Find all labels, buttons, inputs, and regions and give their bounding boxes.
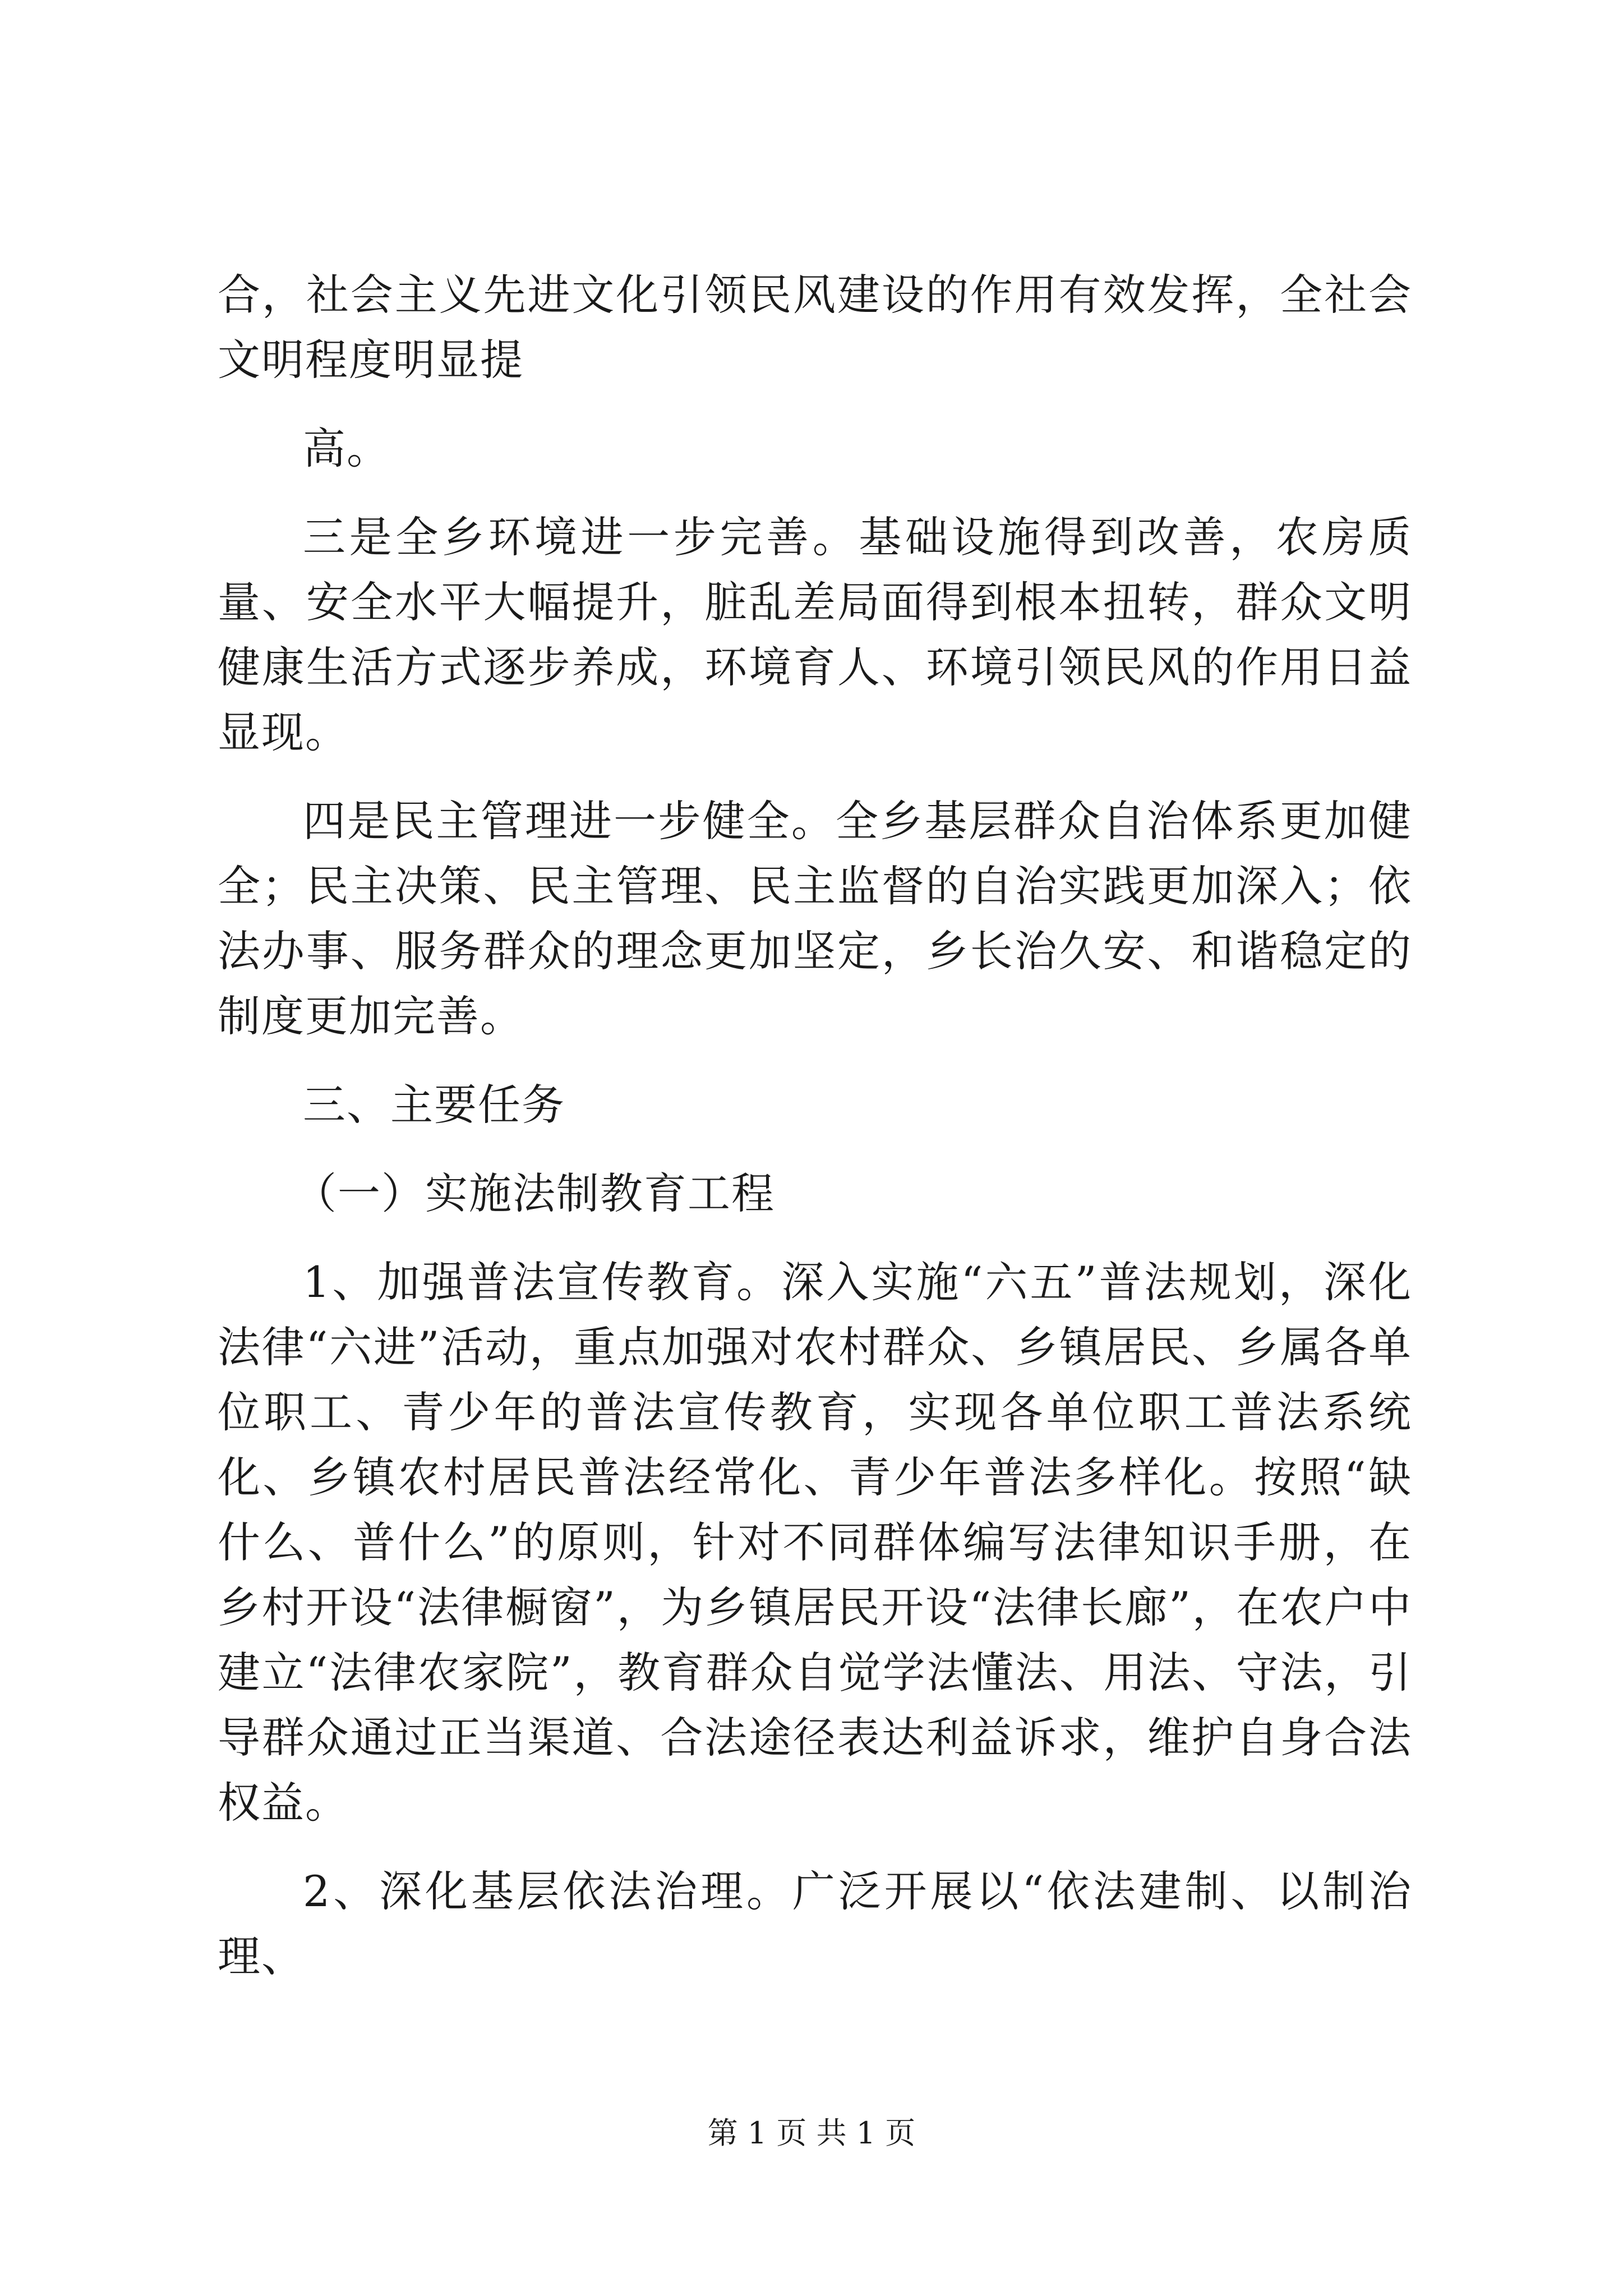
- document-body: [218, 263, 1412, 1989]
- paragraph-environment: 三是全乡环境进一步完善。基础设施得到改善，农房质量、安全水平大幅提升，脏乱差局面得到根本扭转，群众文明健康生活方式逐步养成，环境育人、环境引领民风的作用日益显现。: [218, 512, 1412, 757]
- paragraph-democracy: 四是民主管理进一步健全。全乡基层群众自治体系更加健全；民主决策、民主管理、民主监督的自治实践更加深入；依法办事、服务群众的理念更加坚定，乡长治久安、和谐稳定的制度更加完善。: [218, 796, 1412, 1041]
- paragraph-grassroots-governance: 2、深化基层依法治理。广泛开展以“依法建制、以制治理、: [218, 1866, 1412, 1981]
- paragraph-conclusion-word: 高。: [303, 424, 390, 473]
- paragraph-legal-publicity: 1、加强普法宣传教育。深入实施“六五”普法规划，深化法律“六进”活动，重点加强对农村群众、乡镇居民、乡属各单位职工、青少年的普法宣传教育，实现各单位职工普法系统化、乡镇农村居民普法经常化、青少年普法多样化。按照“缺什么、普什么”的原则，针对不同群体编写法律知识手册，在乡村开设“法律橱窗”，为乡镇居民开设“法律长廊”，在农户中建立“法律农家院”，教育群众自觉学法懂法、用法、守法，引导群众通过正当渠道、合法途径表达利益诉求，维护自身合法权益。: [218, 1257, 1412, 1828]
- page-number-footer: 第 1 页 共 1 页: [707, 2115, 916, 2151]
- paragraph-continuation: 合，社会主义先进文化引领民风建设的作用有效发挥，全社会文明程度明显提: [218, 270, 1412, 385]
- subsection-heading-legal-education: （一）实施法制教育工程: [294, 1168, 775, 1218]
- section-heading-main-tasks: 三、主要任务: [303, 1080, 565, 1130]
